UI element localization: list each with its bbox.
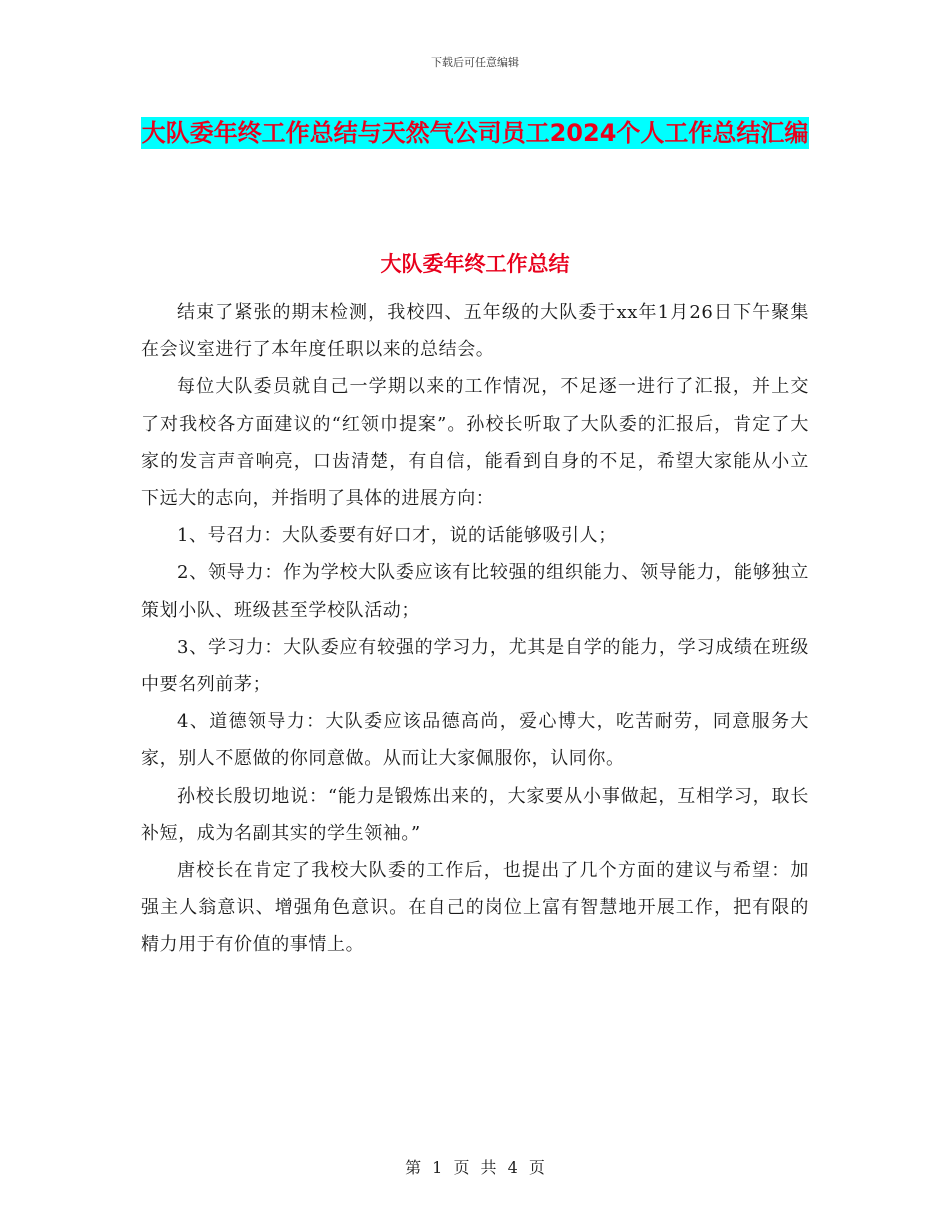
paragraph: 唐校长在肯定了我校大队委的工作后，也提出了几个方面的建议与希望：加强主人翁意识、增强角色意识。在自己的岗位上富有智慧地开展工作，把有限的精力用于有价值的事情上。 [141, 860, 809, 956]
paragraph: 4、道德领导力：大队委应该品德高尚，爱心博大，吃苦耐劳，同意服务大家，别人不愿做的你同意做。从而让大家佩服你，认同你。 [141, 711, 809, 770]
section-heading: 大队委年终工作总结 [380, 252, 570, 276]
paragraph: 每位大队委员就自己一学期以来的工作情况，不足逐一进行了汇报，并上交了对我校各方面建议的“红领巾提案”。孙校长听取了大队委的汇报后，肯定了大家的发言声音响亮，口齿清楚，有自信，能看到自身的不足，希望大家能从小立下远大的志向，并指明了具体的进展方向： [141, 376, 809, 510]
document-title-text: 大队委年终工作总结与天然气公司员工2024个人工作总结汇编 [141, 119, 809, 147]
paragraph: 结束了紧张的期末检测，我校四、五年级的大队委于xx年1月26日下午聚集在会议室进行了本年度任职以来的总结会。 [141, 302, 809, 361]
document-title [140, 110, 810, 156]
paragraph: 孙校长殷切地说：“能力是锻炼出来的，大家要从小事做起，互相学习，取长补短，成为名副其实的学生领袖。” [141, 785, 809, 844]
paragraph: 1、号召力：大队委要有好口才，说的话能够吸引人； [177, 525, 617, 547]
page-number-footer: 第 1 页 共 4 页 [405, 1158, 545, 1177]
body-text [141, 294, 809, 964]
paragraph: 3、学习力：大队委应有较强的学习力，尤其是自学的能力，学习成绩在班级中要名列前茅； [141, 636, 809, 696]
header-note: 下载后可任意编辑 [431, 56, 519, 69]
paragraph: 2、领导力：作为学校大队委应该有比较强的组织能力、领导能力，能够独立策划小队、班级甚至学校队活动； [141, 562, 809, 621]
